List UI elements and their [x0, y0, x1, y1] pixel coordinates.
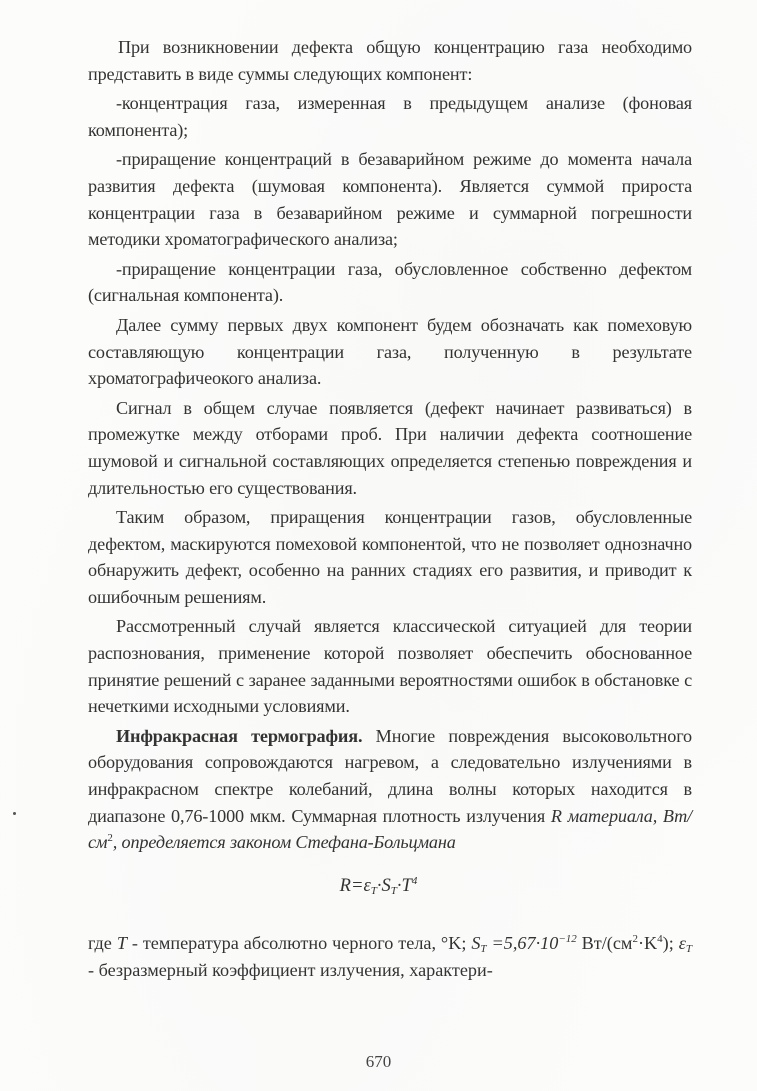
paragraph: -концентрация газа, измеренная в предыдущем анализе (фоновая компонента);	[88, 93, 692, 140]
paragraph-text: Многие повреждения высоковольтного оборудования сопровождаются нагревом, а следовательно излучениями в инфракрасном спектре колебаний, длина волны которых находится в диапазоне 0,76-1000 мкм. Суммарная плотность излучения	[88, 725, 692, 826]
stefan-boltzmann-formula	[0, 876, 757, 897]
paragraph: Далее сумму первых двух компонент будем обозначать как помеховую составляющую концентрации газа, полученную в результате хроматографичеокого анализа.	[88, 314, 692, 389]
symbol-r: R	[550, 805, 562, 826]
paragraph: -приращение концентраций в безаварийном режиме до момента начала развития дефекта (шумовая компонента). Является суммой прироста концентрации газа в безаварийном режиме и суммарной погрешности методики хроматографического анализа;	[88, 149, 692, 250]
page-number: 670	[365, 1052, 392, 1071]
superscript: 2	[632, 933, 638, 945]
superscript: 2	[107, 832, 113, 845]
paragraph	[88, 930, 692, 983]
paragraph: Рассмотренный случай является классической ситуацией для теории распознования, применение которой позволяет обеспечить обоснованное принятие решений с заранее заданными вероятностями ошибок в обстановке с нечеткими исходными условиями.	[88, 616, 692, 717]
superscript: −12	[558, 933, 577, 945]
paragraph-text: , определяется законом Стефана-Больцмана	[112, 832, 456, 853]
formula-epsilon: ε	[363, 876, 371, 896]
paragraph	[88, 723, 692, 856]
section-heading: Инфракрасная термография.	[116, 725, 363, 746]
formula-t: T	[401, 876, 412, 896]
paragraph: При возникновении дефекта общую концентрацию газа необходимо представить в виде суммы следующих компонент:	[88, 37, 692, 84]
text: - безразмерный коэффициент излучения, характери-	[88, 959, 493, 980]
text: - температура абсолютно черного тела, °K;	[126, 933, 472, 953]
symbol-s: S	[471, 933, 481, 953]
body-text	[88, 34, 692, 859]
formula-lhs: R=	[339, 876, 364, 896]
formula-explanation	[88, 930, 692, 983]
formula-superscript: 4	[411, 875, 418, 887]
paragraph: Таким образом, приращения концентрации газов, обусловленные дефектом, маскируются помеховой компонентой, что не позволяет однозначно обнаружить дефект, особенно на ранних стадиях его развития, и приводит к ошибочным решениям.	[88, 507, 692, 607]
subscript: T	[480, 943, 487, 955]
formula-subscript: T	[370, 885, 377, 897]
margin-mark	[13, 812, 16, 815]
paragraph: -приращение концентрации газа, обусловленное собственно дефектом (сигнальная компонента).	[88, 258, 692, 306]
text: Вт/(см	[576, 933, 633, 953]
text: где	[88, 933, 117, 953]
constant-value: =5,67·10	[486, 933, 559, 953]
paragraph: Сигнал в общем случае появляется (дефект начинает развиваться) в промежутке между отборами проб. При наличии дефекта соотношение шумовой и сигнальной составляющих определяется степенью повреждения и длительностью его существования.	[88, 397, 692, 498]
superscript: 4	[657, 933, 663, 945]
formula-s: S	[381, 876, 391, 896]
text: ·K	[637, 933, 658, 953]
paragraph-text: материала, Вт/см	[88, 805, 692, 853]
symbol-t: T	[116, 933, 127, 953]
subscript: T	[685, 943, 692, 955]
formula-subscript: T	[390, 885, 397, 897]
text: );	[662, 933, 679, 953]
formula-dot: ·	[376, 876, 382, 896]
symbol-epsilon: ε	[678, 933, 686, 953]
formula-dot: ·	[396, 876, 402, 896]
